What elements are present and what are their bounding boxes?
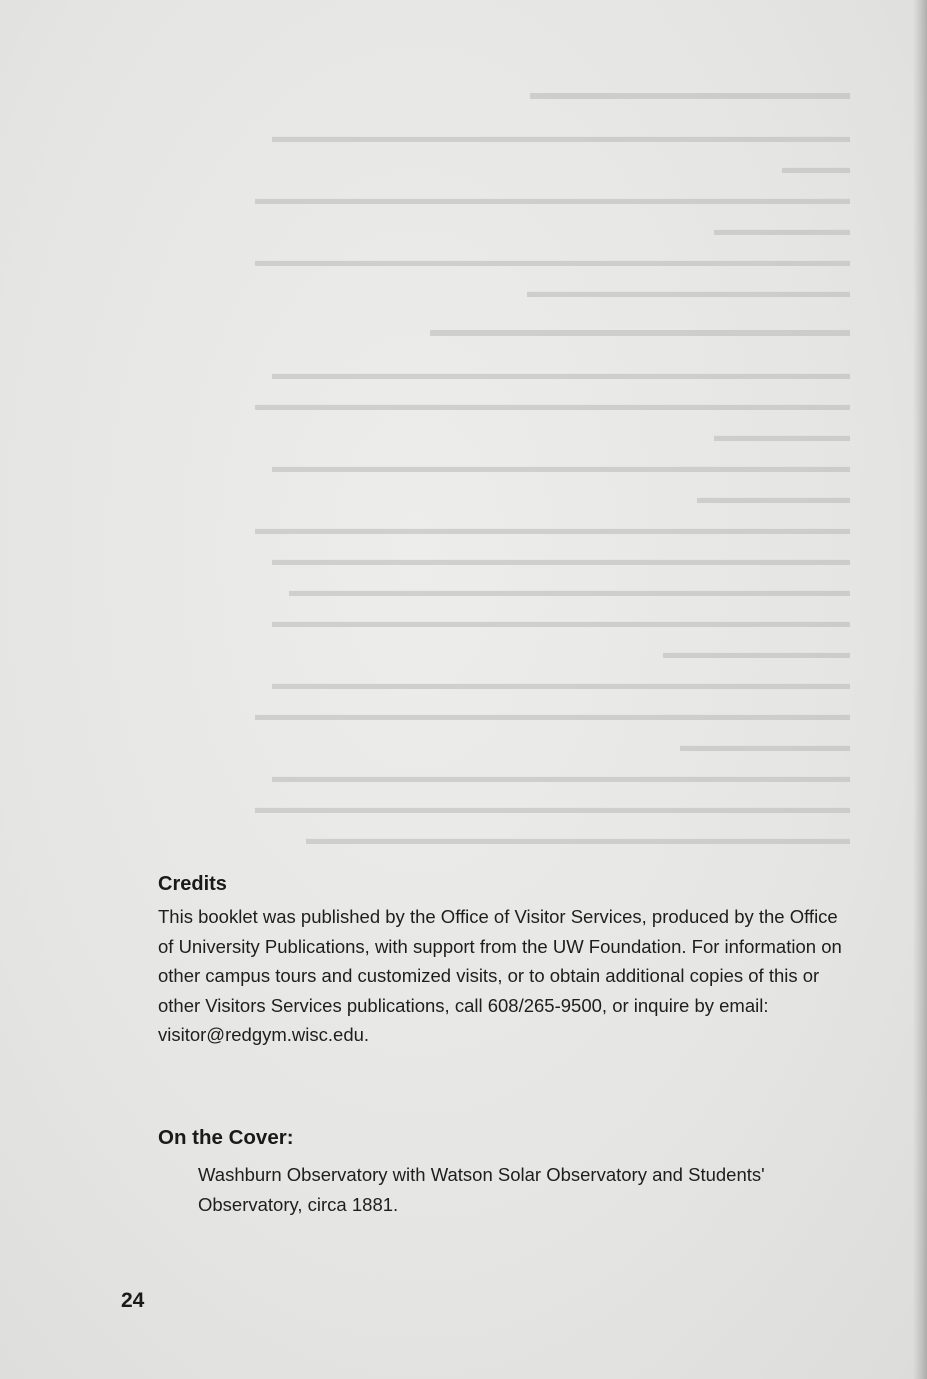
cover-caption: Washburn Observatory with Watson Solar Observatory and Students' Observatory, circa 1881. [198, 1164, 765, 1215]
cover-heading: On the Cover: [158, 1126, 294, 1149]
page-edge-shadow [913, 0, 927, 1379]
credits-heading: Credits [158, 873, 227, 895]
show-through-text: ▬▬▬▬▬▬▬▬▬▬▬▬▬▬▬▬ ▬▬▬▬▬▬▬▬▬▬▬▬▬▬▬▬▬▬▬▬▬▬▬▬▬▬▬▬▬▬▬▬▬▬ ▬▬▬▬ ▬▬▬▬▬▬▬▬▬▬▬▬▬▬▬▬▬▬▬▬▬▬▬▬▬▬▬▬▬▬▬▬▬▬▬ ▬▬▬▬▬▬▬▬ ▬▬▬▬▬▬▬▬▬▬▬▬▬▬▬▬▬▬▬▬▬▬▬▬▬▬▬▬▬▬▬▬▬▬▬ ▬▬▬▬▬▬▬▬▬▬▬▬▬▬▬▬▬▬▬ ▬▬▬▬▬▬▬▬▬▬▬▬▬▬▬▬▬▬▬▬▬ ▬▬▬▬▬▬▬▬▬▬▬▬▬▬▬▬▬▬▬▬▬▬▬▬▬▬▬▬▬▬▬▬▬▬ ▬▬▬▬▬▬▬▬▬▬▬▬▬▬▬▬▬▬▬▬▬▬▬▬▬▬▬▬▬▬▬▬▬▬▬ ▬▬▬▬▬▬▬▬ ▬▬▬▬▬▬▬▬▬▬▬▬▬▬▬▬▬▬▬▬▬▬▬▬▬▬▬▬▬▬▬▬▬▬ ▬▬▬▬▬▬▬▬▬ ▬▬▬▬▬▬▬▬▬▬▬▬▬▬▬▬▬▬▬▬▬▬▬▬▬▬▬▬▬▬▬▬▬▬▬ ▬▬▬▬▬▬▬▬▬▬▬▬▬▬▬▬▬▬▬▬▬▬▬▬▬▬▬▬▬▬▬▬▬▬ ▬▬▬▬▬▬▬▬▬▬▬▬▬▬▬▬▬▬▬▬▬▬▬▬▬▬▬▬▬▬▬▬▬ ▬▬▬▬▬▬▬▬▬▬▬▬▬▬▬▬▬▬▬▬▬▬▬▬▬▬▬▬▬▬▬▬▬▬ ▬▬▬▬▬▬▬▬▬▬▬ ▬▬▬▬▬▬▬▬▬▬▬▬▬▬▬▬▬▬▬▬▬▬▬▬▬▬▬▬▬▬▬▬▬▬ ▬▬▬▬▬▬▬▬▬▬▬▬▬▬▬▬▬▬▬▬▬▬▬▬▬▬▬▬▬▬▬▬▬▬▬ ▬▬▬▬▬▬▬▬▬▬ ▬▬▬▬▬▬▬▬▬▬▬▬▬▬▬▬▬▬▬▬▬▬▬▬▬▬▬▬▬▬▬▬▬▬ ▬▬▬▬▬▬▬▬▬▬▬▬▬▬▬▬▬▬▬▬▬▬▬▬▬▬▬▬▬▬▬▬▬▬▬ ▬▬▬▬▬▬▬▬▬▬▬▬▬▬▬▬▬▬▬▬▬▬▬▬▬▬▬▬▬▬▬▬ [255, 82, 850, 848]
page-number: 24 [121, 1289, 145, 1312]
credits-body: This booklet was published by the Office of Visitor Services, produced by the Office of University Publications, with support from the UW Foundation. For information on other campus tours and customized visits, or to obtain additional copies of this or other Visitors Services publications, call 608/265-9500, or inquire by email: visitor@redgym.wisc.edu. [158, 906, 842, 1045]
